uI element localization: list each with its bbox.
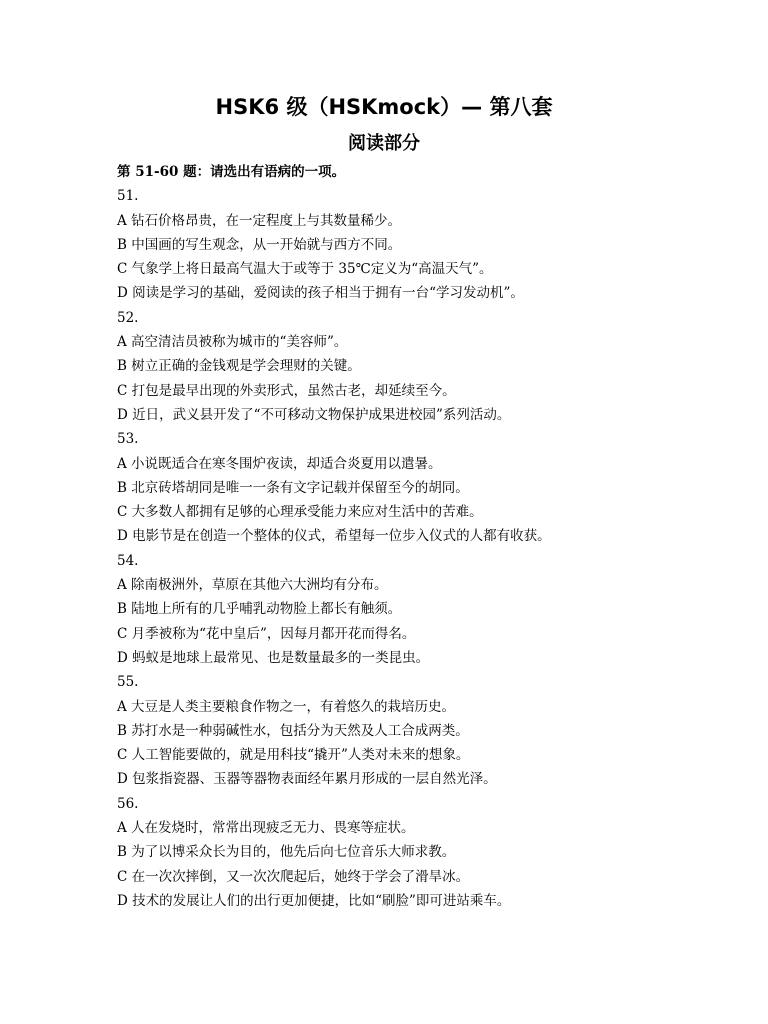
option-c: C 打包是最早出现的外卖形式，虽然古老，却延续至今。 (117, 382, 456, 399)
option-a: A 高空清洁员被称为城市的“美容师”。 (117, 334, 348, 351)
question-54 (117, 549, 737, 670)
option-d: D 技术的发展让人们的出行更加便捷，比如“刷脸”即可进站乘车。 (117, 892, 511, 909)
document-title: HSK6 级（HSKmock）— 第八套 (215, 95, 553, 119)
question-56 (117, 792, 737, 913)
option-b: B 陆地上所有的几乎哺乳动物脸上都长有触须。 (117, 601, 402, 618)
option-c: C 在一次次摔倒，又一次次爬起后，她终于学会了滑旱冰。 (117, 868, 470, 885)
option-a: A 大豆是人类主要粮食作物之一，有着悠久的栽培历史。 (117, 698, 456, 715)
option-a: A 人在发烧时，常常出现疲乏无力、畏寒等症状。 (117, 820, 415, 837)
option-d: D 蚂蚁是地球上最常见、也是数量最多的一类昆虫。 (117, 649, 430, 666)
question-52 (117, 306, 737, 427)
section-title: 阅读部分 (348, 133, 420, 154)
question-number: 51. (117, 188, 139, 205)
option-c: C 人工智能要做的，就是用科技“撬开”人类对未来的想象。 (117, 747, 470, 764)
question-number: 55. (117, 674, 139, 691)
question-number: 56. (117, 795, 139, 812)
option-b: B 为了以博采众长为目的，他先后向七位音乐大师求教。 (117, 844, 456, 861)
question-53 (117, 427, 737, 548)
question-instruction: 第 51-60 题：请选出有语病的一项。 (117, 164, 346, 180)
option-b: B 树立正确的金钱观是学会理财的关键。 (117, 358, 361, 375)
option-b: B 北京砖塔胡同是唯一一条有文字记载并保留至今的胡同。 (117, 479, 469, 496)
option-c: C 气象学上将日最高气温大于或等于 35℃定义为“高温天气”。 (117, 261, 493, 278)
option-c: C 大多数人都拥有足够的心理承受能力来应对生活中的苦难。 (117, 504, 483, 521)
question-55 (117, 670, 737, 791)
option-d: D 近日，武义县开发了“不可移动文物保护成果进校园”系列活动。 (117, 406, 511, 423)
option-b: B 中国画的写生观念，从一开始就与西方不同。 (117, 236, 402, 253)
question-number: 52. (117, 309, 139, 326)
option-a: A 除南极洲外，草原在其他六大洲均有分布。 (117, 577, 388, 594)
option-d: D 包浆指瓷器、玉器等器物表面经年累月形成的一层自然光泽。 (117, 771, 497, 788)
option-d: D 阅读是学习的基础，爱阅读的孩子相当于拥有一台“学习发动机”。 (117, 285, 524, 302)
option-b: B 苏打水是一种弱碱性水，包括分为天然及人工合成两类。 (117, 722, 469, 739)
question-number: 53. (117, 431, 139, 448)
option-a: A 小说既适合在寒冬围炉夜读，却适合炎夏用以遣暑。 (117, 455, 442, 472)
question-number: 54. (117, 552, 139, 569)
option-d: D 电影节是在创造一个整体的仪式，希望每一位步入仪式的人都有收获。 (117, 528, 551, 545)
option-a: A 钻石价格昂贵，在一定程度上与其数量稀少。 (117, 212, 402, 229)
question-51 (117, 184, 737, 305)
document-body (117, 160, 737, 913)
option-c: C 月季被称为“花中皇后”，因每月都开花而得名。 (117, 625, 416, 642)
